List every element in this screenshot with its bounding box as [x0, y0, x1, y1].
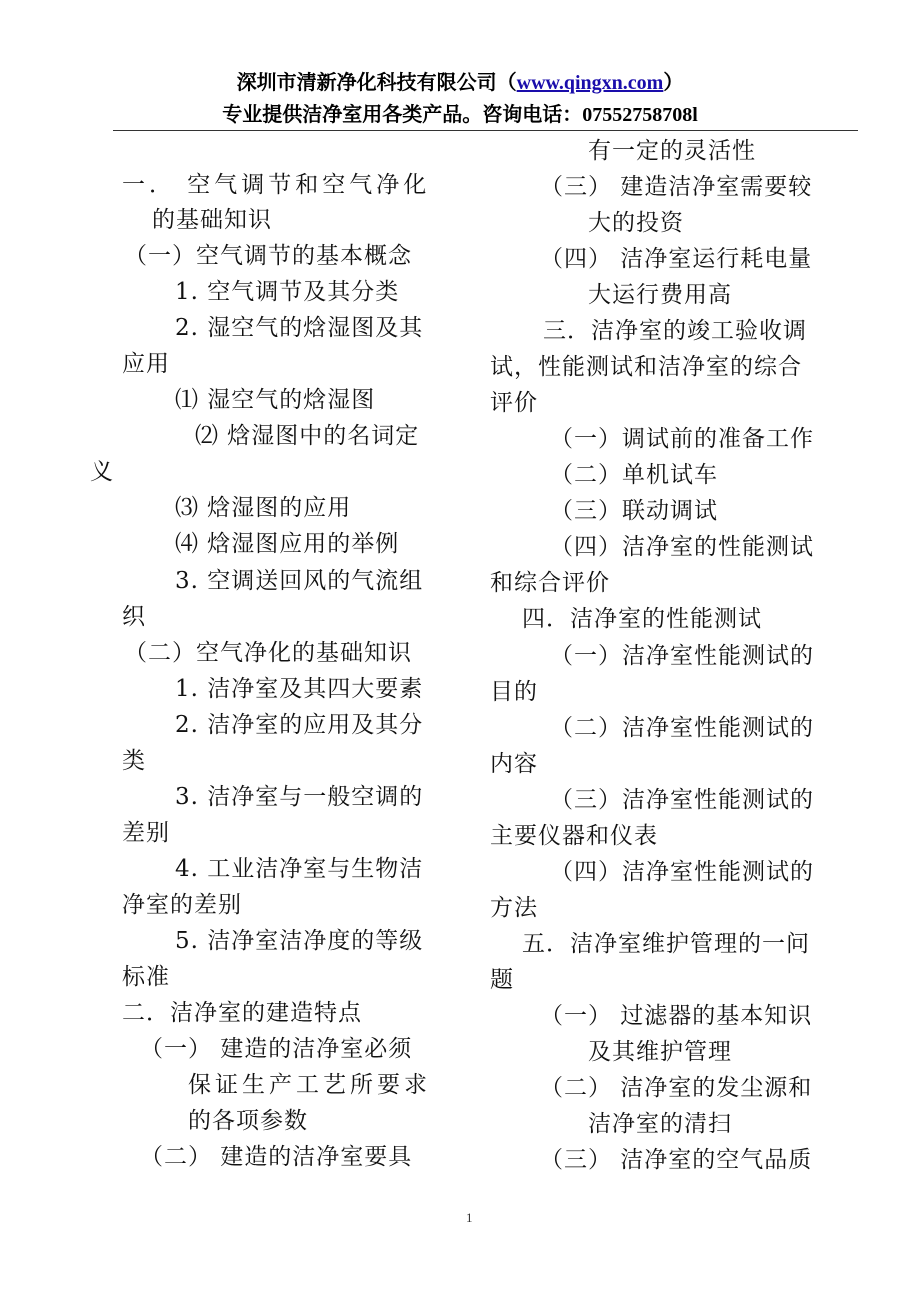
right-line: （二） 洁净室的发尘源和	[540, 1075, 813, 1101]
right-line: 评价	[490, 390, 538, 416]
right-line: （三） 洁净室的空气品质	[540, 1147, 813, 1173]
right-line: 目的	[490, 679, 538, 705]
header-line-1	[0, 66, 920, 95]
left-line: 的各项参数	[188, 1108, 308, 1134]
left-line: 3. 洁净室与一般空调的	[175, 784, 424, 810]
right-line: 试，性能测试和洁净室的综合	[490, 354, 802, 380]
left-line: 4. 工业洁净室与生物洁	[175, 856, 424, 882]
left-line: 一． 空气调节和空气净化	[122, 172, 431, 198]
right-line: 方法	[490, 895, 538, 921]
right-line: 四．洁净室的性能测试	[522, 606, 762, 632]
right-line: （四）洁净室的性能测试	[550, 534, 814, 560]
service-text: 专业提供洁净室用各类产品。咨询电话：	[222, 102, 583, 126]
left-line: 2. 洁净室的应用及其分	[175, 712, 424, 738]
left-line: 净室的差别	[122, 892, 242, 918]
left-line: 2. 湿空气的焓湿图及其	[175, 315, 424, 341]
left-line: ⑴ 湿空气的焓湿图	[175, 387, 376, 413]
right-line: 洁净室的清扫	[588, 1111, 732, 1137]
header-line-2	[0, 98, 920, 127]
left-line: ⑶ 焓湿图的应用	[175, 495, 352, 521]
left-line: ⑵ 焓湿图中的名词定	[195, 423, 420, 449]
right-line: （三）洁净室性能测试的	[550, 787, 814, 813]
left-line: 标准	[122, 964, 170, 990]
right-line: 大运行费用高	[588, 282, 732, 308]
right-line: （一）调试前的准备工作	[550, 426, 814, 452]
right-line: （三）联动调试	[550, 498, 718, 524]
right-line: （三） 建造洁净室需要较	[540, 174, 813, 200]
left-line: 1. 洁净室及其四大要素	[175, 676, 424, 702]
company-name: 深圳市清新净化科技有限公司（	[236, 70, 517, 94]
right-line: （二）单机试车	[550, 462, 718, 488]
left-line: （一）空气调节的基本概念	[124, 243, 412, 269]
header-divider	[113, 130, 858, 131]
left-line: 织	[122, 604, 146, 630]
left-line: 应用	[122, 351, 170, 377]
phone-number: 07552758708l	[582, 104, 698, 126]
close-paren: ）	[663, 70, 684, 94]
right-line: 和综合评价	[490, 570, 610, 596]
left-line: 二．洁净室的建造特点	[122, 1000, 362, 1026]
right-line: （四） 洁净室运行耗电量	[540, 246, 813, 272]
right-line: 五．洁净室维护管理的一问	[522, 931, 810, 957]
left-line: ⑷ 焓湿图应用的举例	[175, 531, 400, 557]
right-line: 三．洁净室的竣工验收调	[543, 318, 807, 344]
right-line: 大的投资	[588, 210, 684, 236]
right-line: 主要仪器和仪表	[490, 823, 658, 849]
left-line: （二）空气净化的基础知识	[124, 640, 412, 666]
right-line: （一）洁净室性能测试的	[550, 643, 814, 669]
left-line: 类	[122, 748, 146, 774]
left-line: （一） 建造的洁净室必须	[140, 1036, 413, 1062]
left-line: 3. 空调送回风的气流组	[175, 568, 424, 594]
right-line: （四）洁净室性能测试的	[550, 859, 814, 885]
left-line: 保证生产工艺所要求	[188, 1072, 431, 1098]
left-line: 1. 空气调节及其分类	[175, 279, 400, 305]
right-line: （二）洁净室性能测试的	[550, 715, 814, 741]
right-line: （一） 过滤器的基本知识	[540, 1003, 813, 1029]
right-line: 有一定的灵活性	[588, 138, 756, 164]
left-line: 义	[90, 459, 114, 485]
left-line: 差别	[122, 820, 170, 846]
right-line: 及其维护管理	[588, 1039, 732, 1065]
page-number: 1	[466, 1210, 473, 1225]
left-line: 5. 洁净室洁净度的等级	[175, 928, 424, 954]
website-link[interactable]: www.qingxn.com	[516, 72, 664, 94]
right-line: 题	[490, 967, 514, 993]
right-line: 内容	[490, 751, 538, 777]
left-line: （二） 建造的洁净室要具	[140, 1144, 413, 1170]
left-line: 的基础知识	[152, 207, 272, 233]
